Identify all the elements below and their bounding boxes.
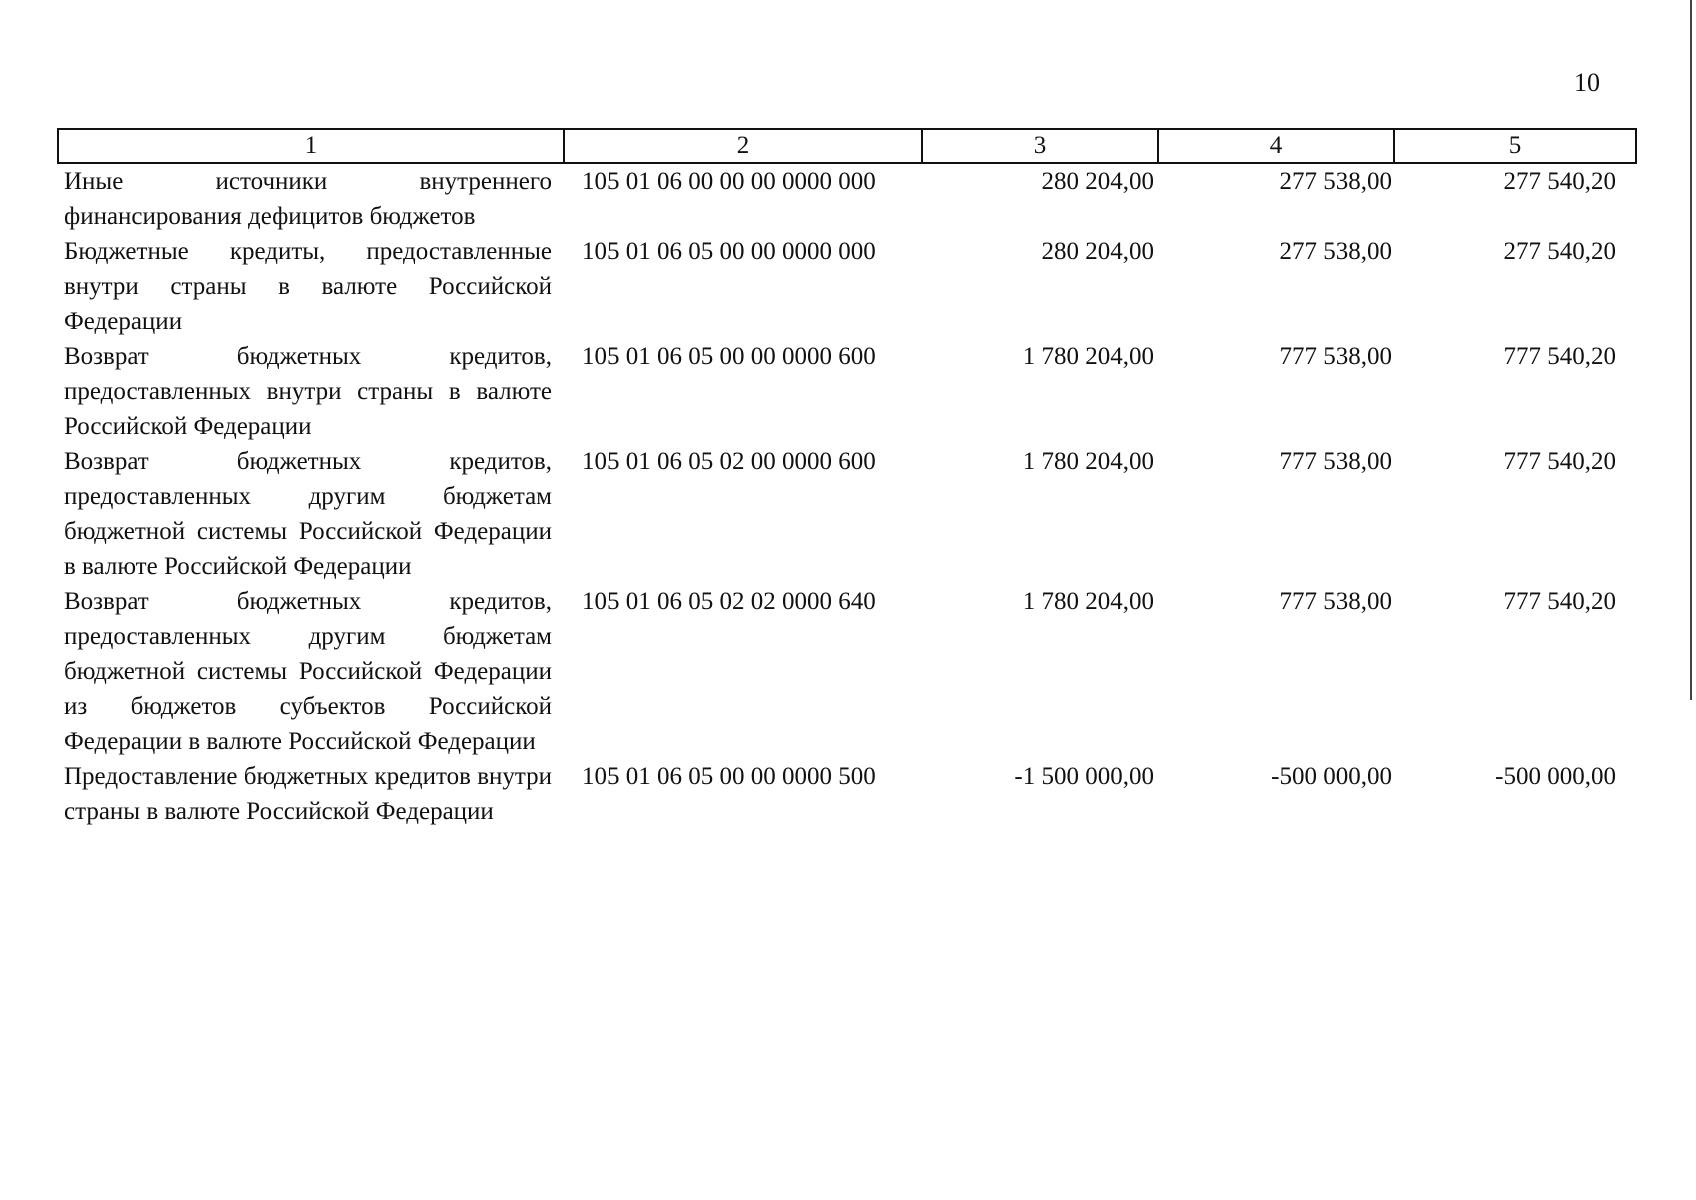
column-header-1: 1 [58, 129, 564, 163]
row-code: 105 01 06 05 00 00 0000 600 [582, 343, 876, 370]
row-name: Бюджетные кредиты, предоставленные внутри страны в валюте Российской Федерации [64, 238, 552, 335]
row-value-4: 277 538,00 [1279, 238, 1392, 265]
table-row [58, 163, 1636, 234]
table-header-row [58, 129, 1636, 163]
row-name: Иные источники внутреннего финансирования дефицитов бюджетов [64, 168, 552, 230]
row-code: 105 01 06 05 02 00 0000 600 [582, 448, 876, 475]
row-value-4: -500 000,00 [1271, 763, 1392, 790]
column-header-5: 5 [1394, 129, 1636, 163]
row-name: Возврат бюджетных кредитов, предоставленных внутри страны в валюте Российской Федерации [64, 343, 552, 440]
column-header-3: 3 [922, 129, 1158, 163]
row-value-4: 777 538,00 [1279, 588, 1392, 615]
scan-edge-line [1690, 0, 1692, 700]
table-row [58, 759, 1636, 829]
table-row [58, 444, 1636, 584]
row-value-5: 277 540,20 [1503, 238, 1616, 265]
row-value-3: 280 204,00 [1041, 238, 1154, 265]
row-code: 105 01 06 05 02 02 0000 640 [582, 588, 876, 615]
row-value-4: 777 538,00 [1279, 343, 1392, 370]
page-number: 10 [1574, 68, 1600, 97]
column-header-2: 2 [564, 129, 922, 163]
row-code: 105 01 06 05 00 00 0000 500 [582, 763, 876, 790]
row-value-5: 777 540,20 [1503, 448, 1616, 475]
table-row [58, 234, 1636, 339]
row-value-3: 280 204,00 [1041, 168, 1154, 195]
row-name: Возврат бюджетных кредитов, предоставленных другим бюджетам бюджетной системы Российской Федерации в валюте Российской Федерации [64, 448, 552, 580]
budget-sources-table [57, 128, 1637, 829]
row-value-5: 277 540,20 [1503, 168, 1616, 195]
row-name: Предоставление бюджетных кредитов внутри страны в валюте Российской Федерации [64, 763, 552, 825]
row-value-5: 777 540,20 [1503, 588, 1616, 615]
row-code: 105 01 06 00 00 00 0000 000 [582, 168, 876, 195]
row-name: Возврат бюджетных кредитов, предоставленных другим бюджетам бюджетной системы Российской Федерации из бюджетов субъектов Российской Федерации в валюте Российской Федерации [64, 588, 552, 755]
row-value-5: -500 000,00 [1495, 763, 1616, 790]
row-value-4: 777 538,00 [1279, 448, 1392, 475]
row-value-3: 1 780 204,00 [1022, 588, 1154, 615]
row-value-5: 777 540,20 [1503, 343, 1616, 370]
row-value-3: 1 780 204,00 [1022, 343, 1154, 370]
table-row [58, 584, 1636, 759]
row-code: 105 01 06 05 00 00 0000 000 [582, 238, 876, 265]
table-row [58, 339, 1636, 444]
row-value-3: -1 500 000,00 [1014, 763, 1154, 790]
row-value-3: 1 780 204,00 [1022, 448, 1154, 475]
column-header-4: 4 [1158, 129, 1394, 163]
row-value-4: 277 538,00 [1279, 168, 1392, 195]
